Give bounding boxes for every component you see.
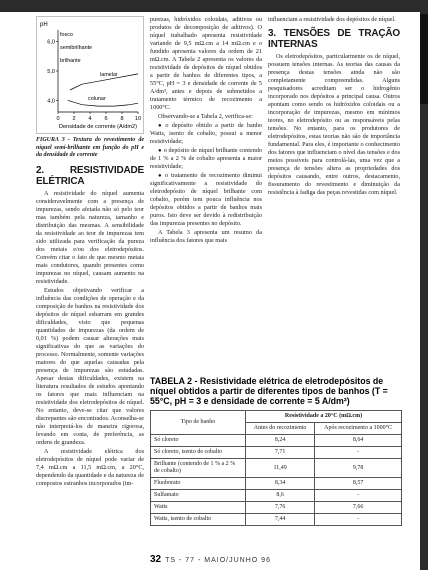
- y-tick-label: 6,0: [47, 39, 55, 46]
- cell-bath: Só cloreto: [151, 435, 246, 447]
- cell-bath: Sulfamato: [151, 490, 246, 502]
- header-after: Após recozimento a 1000°C: [315, 423, 402, 435]
- y-tick-label: 5,0: [47, 69, 55, 75]
- table-row: [151, 502, 402, 514]
- paragraph: A Tabela 3 apresenta um resumo da influência dos fatores que mais: [150, 229, 262, 244]
- section-heading-resistividade: 2. RESISTIVIDADE ELÉTRICA: [36, 164, 144, 187]
- header-before: Antes do recozimento: [246, 423, 315, 435]
- cell-bath: Watts: [151, 502, 246, 514]
- header-resistivity: Resistividade a 20°C (mΩ.cm): [246, 411, 402, 423]
- cell-before: 7,44: [246, 514, 315, 526]
- y-axis-label: pH: [40, 22, 48, 28]
- x-tick-label: 0: [56, 116, 60, 122]
- x-tick-label: 2: [72, 116, 76, 122]
- cell-bath: Watts, isento de cobalto: [151, 514, 246, 526]
- table-row: [151, 514, 402, 526]
- region-label: fosco: [60, 32, 73, 38]
- section-heading-tensoes: 3. TENSÕES DE TRAÇÃO INTERNAS: [268, 28, 400, 50]
- cell-after: -: [315, 447, 402, 459]
- cell-before: 11,49: [246, 459, 315, 478]
- paragraph: Os eletrodepósitos, particularmente os de níquel, possuem tensões internas. As teorias das causas da presença destas tensões ainda não são completamente compreendidas. Alguns pesquisadores acreditam ser o hidrogênio incorporado nos depósitos a principal causa. Outros apontam como sendo os hidróxidos coloidais ou a incorporação de impurezas, mesmo em mínimos teores, no eletrodepósito ou as responsáveis pelas tensões. No entanto, para os produtores de eletrodepósitos, estas teorias não são de importância fundamental. Para eles, é importante o conhecimento dos fatores que influenciam o nível das tensões e dos meios possíveis para controlá-las, uma vez que a presença de tensões altera as propriedades dos depósitos causando, entre outros, destacamento, fissuramento do revestimento e diminuição da resistência à fadiga das peças revestidas com níquel.: [268, 53, 400, 196]
- table-row: [151, 435, 402, 447]
- paragraph: purezas, hidróxidos coloidais, aditivos ou produtos de decomposição de aditivos). O níquel trabalhado apresenta resistividade variando de 9,5 mΩ.cm a 14 mΩ.cm e o fundido apresenta valores da ordem de 21 mΩ.cm. A Tabela 2 apresenta os valores da resistividade de depósitos de níquel obtidos a partir de banhos de diferentes tipos, a 55°C, pH = 3 e densidade de corrente de 5 A/dm², antes e depois de submetidos a tratamento térmico de recozimento a 1000°C.: [150, 16, 262, 111]
- cell-after: -: [315, 490, 402, 502]
- table-title: TABELA 2 - Resistividade elétrica de eletrodepósitos de níquel obtidos a partir de diferentes tipos de banhos (T = 55°C, pH = 3 e densidade de corrente = 5 A/dm²): [150, 376, 388, 406]
- header-bath: Tipo de banho: [151, 411, 246, 435]
- x-axis-label: Densidade de corrente (A/dm2): [58, 124, 138, 130]
- cell-after: 8,64: [315, 435, 402, 447]
- table-header-row: [151, 411, 402, 423]
- cell-after: 8,57: [315, 478, 402, 490]
- bullet-item: ● o depósito obtido a partir de banho Watts, isento de cobalto, possui a menor resistividade;: [150, 122, 262, 146]
- cell-bath: Brilhante (contendo de 1 % a 2 % de cobalto): [151, 459, 246, 478]
- cell-after: 9,78: [315, 459, 402, 478]
- region-label: brilhante: [60, 58, 81, 64]
- x-tick-label: 8: [120, 116, 124, 122]
- column-3: [268, 16, 400, 198]
- right-bleed-bar: [420, 0, 428, 570]
- cell-after: 7,66: [315, 502, 402, 514]
- page-footer: [150, 554, 271, 565]
- paragraph: A resistividade do níquel aumenta consideravelmente com a presença de impurezas, sendo afetada não só pelo teor mas também pela natureza, tamanho e distribuição das mesmas. A sensibilidade da resistividade ao teor de impurezas tem sido utilizada para verificação da pureza dos metais e/ou dos eletrodepósitos. Convém citar o fato de que mesmo metais mais condutores, quando presentes como impurezas no níquel, causam aumento na resistividade.: [36, 189, 144, 285]
- y-tick-label: 4,0: [47, 98, 55, 105]
- page-number: 32: [150, 554, 162, 565]
- paragraph: Observando-se a Tabela 2, verifica-se:: [158, 113, 253, 120]
- x-tick-label: 6: [104, 116, 108, 122]
- table-row: [151, 478, 402, 490]
- paragraph: Estudos objetivando verificar a influência das condições de operação e da composição de banhos na resistividade dos depósitos de níquel esbarram em grandes dificuldades, visto que pequenas quantidades de impurezas (da ordem de 0,01 %) podem causar alterações mais significativas do que as variações do processo. Normalmente, somente variações maiores do que aquelas causadas pela presença de impurezas são estudadas. Apesar destas dificuldades, existem na literatura resultados de estudos apontando os fatores que mais influenciam na resistividade dos eletrodepósitos de níquel. No entanto, deve-se citar que valores discrepantes são encontrados. Aconselha-se não interpretá-los de maneira rigorosa, levando em conta, de preferência, as ordens de grandeza.: [36, 286, 144, 446]
- cell-before: 8,6: [246, 490, 315, 502]
- region-label: lamelar: [100, 72, 118, 78]
- paragraph: A resistividade elétrica dos eletrodepósitos de níquel pode variar de 7,4 mΩ.cm a 11,5 mΩ.cm, a 20°C, dependendo da quantidade e da natureza de compostos estranhos incorporados (im-: [36, 447, 144, 487]
- x-tick-label: 10: [134, 116, 142, 122]
- cell-before: 7,76: [246, 502, 315, 514]
- region-label: semibrilhante: [60, 45, 93, 51]
- top-bleed-bar: [0, 0, 428, 12]
- table-row: [151, 490, 402, 502]
- paragraph: influenciam a resistividade dos depósitos de níquel.: [268, 16, 396, 23]
- cell-before: 7,71: [246, 447, 315, 459]
- x-tick-label: 4: [88, 116, 92, 122]
- cell-before: 8,34: [246, 478, 315, 490]
- column-1: [36, 16, 144, 489]
- column-2: [150, 16, 262, 246]
- region-label: colunar: [88, 96, 106, 102]
- bullet-item: ● o depósito de níquel brilhante contendo de 1 % a 2 % de cobalto apresenta a maior resistividade;: [150, 147, 262, 171]
- resistivity-table: [150, 410, 402, 526]
- bullet-item: ● o tratamento de recozimento diminui significativamente a resistividade do eletrodepósito de níquel brilhante com cobalto, porém tem pouca influência nos depósitos obtidos a partir de banhos mais puros. Isto deve ser devido à redistribuição das impurezas presentes no depósito.: [150, 172, 262, 228]
- cell-bath: Só cloreto, isento de cobalto: [151, 447, 246, 459]
- table-row: [151, 459, 402, 478]
- chart-svg: [36, 16, 144, 134]
- figure-3-chart: [36, 16, 144, 134]
- cell-after: -: [315, 514, 402, 526]
- cell-before: 8,24: [246, 435, 315, 447]
- table-row: [151, 447, 402, 459]
- issue-info: TS - 77 - MAIO/JUNHO 96: [165, 557, 271, 564]
- cell-bath: Fluoborato: [151, 478, 246, 490]
- figure-caption: FIGURA 3 - Textura do revestimento de níquel semi-brilhante em função do pH e da densidade de corrente: [36, 137, 144, 158]
- right-tab: [420, 14, 428, 104]
